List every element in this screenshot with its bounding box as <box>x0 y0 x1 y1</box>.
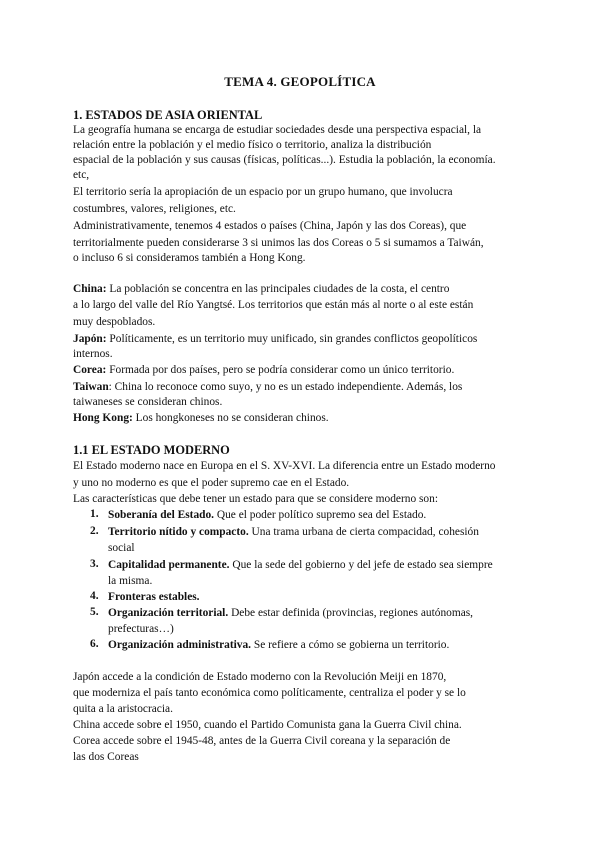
country-text: Formada por dos países, pero se podría considerar como un único territorio. <box>109 364 455 376</box>
list-item <box>108 508 426 522</box>
paragraph-line: El Estado moderno nace en Europa en el S. XV-XVI. La diferencia entre un Estado moderno <box>73 460 496 472</box>
list-number: 5. <box>90 606 99 618</box>
list-number: 6. <box>90 638 99 650</box>
list-item-label: Soberanía del Estado. <box>108 509 215 521</box>
country-hongkong <box>73 411 329 425</box>
list-item <box>108 558 493 572</box>
paragraph-line: Japón accede a la condición de Estado moderno con la Revolución Meiji en 1870, <box>73 671 447 683</box>
section-heading-estado-moderno: 1.1 EL ESTADO MODERNO <box>73 443 230 457</box>
country-label: China: <box>73 283 107 295</box>
paragraph-line: costumbres, valores, religiones, etc. <box>73 203 236 215</box>
country-label: Taiwan <box>73 381 109 393</box>
paragraph-line: etc, <box>73 169 90 181</box>
list-item-label: Organización administrativa. <box>108 639 252 651</box>
section-heading-estados: 1. ESTADOS DE ASIA ORIENTAL <box>73 108 263 122</box>
list-item <box>108 590 200 604</box>
page-title: TEMA 4. GEOPOLÍTICA <box>224 74 376 89</box>
paragraph-line: a lo largo del valle del Río Yangtsé. Los territorios que están más al norte o al este están <box>73 299 474 311</box>
list-number: 2. <box>90 525 99 537</box>
paragraph-line: Administrativamente, tenemos 4 estados o países (China, Japón y las dos Coreas), que <box>73 220 467 232</box>
country-text: : China lo reconoce como suyo, y no es un estado independiente. Además, los <box>108 381 463 393</box>
list-item <box>108 525 479 539</box>
country-label: Japón: <box>73 333 107 345</box>
list-item-label: Fronteras estables. <box>108 591 200 603</box>
list-number: 1. <box>90 508 99 520</box>
paragraph-line: relación entre la población y el medio físico o territorio, analiza la distribución <box>73 139 432 151</box>
country-text: Los hongkoneses no se consideran chinos. <box>135 412 329 424</box>
country-corea <box>73 363 454 377</box>
country-text: La población se concentra en las principales ciudades de la costa, el centro <box>109 283 450 295</box>
paragraph-line: taiwaneses se consideran chinos. <box>73 396 223 408</box>
list-item-continuation: social <box>108 542 135 554</box>
list-number: 4. <box>90 590 99 602</box>
paragraph-line: quita a la aristocracia. <box>73 703 173 715</box>
paragraph-line: o incluso 6 si consideramos también a Hong Kong. <box>73 252 306 264</box>
country-text: Políticamente, es un territorio muy unificado, sin grandes conflictos geopolíticos <box>109 333 478 345</box>
paragraph-line: que moderniza el país tanto económica como políticamente, centraliza el poder y se lo <box>73 687 466 699</box>
list-item-continuation: la misma. <box>108 575 153 587</box>
country-taiwan <box>73 380 462 394</box>
paragraph-line: El territorio sería la apropiación de un espacio por un grupo humano, que involucra <box>73 186 453 198</box>
list-item-text: Que la sede del gobierno y del jefe de estado sea siempre <box>232 559 493 571</box>
list-number: 3. <box>90 558 99 570</box>
list-item-text: Se refiere a cómo se gobierna un territorio. <box>253 639 450 651</box>
country-label: Corea: <box>73 364 107 376</box>
list-item-text: Que el poder político supremo sea del Estado. <box>216 509 427 521</box>
list-item-continuation: prefecturas…) <box>108 623 174 635</box>
list-item-text: Una trama urbana de cierta compacidad, cohesión <box>251 526 479 538</box>
paragraph-line: las dos Coreas <box>73 751 139 763</box>
list-item-label: Organización territorial. <box>108 607 229 619</box>
paragraph-line: internos. <box>73 348 113 360</box>
paragraph-line: territorialmente pueden considerarse 3 si unimos las dos Coreas o 5 si sumamos a Taiwán, <box>73 237 484 249</box>
paragraph-line: Corea accede sobre el 1945-48, antes de la Guerra Civil coreana y la separación de <box>73 735 451 747</box>
list-item <box>108 638 449 652</box>
country-china <box>73 282 449 296</box>
country-japon <box>73 332 477 346</box>
list-item-text: Debe estar definida (provincias, regiones autónomas, <box>231 607 474 619</box>
country-label: Hong Kong: <box>73 412 133 424</box>
list-item-label: Capitalidad permanente. <box>108 559 230 571</box>
paragraph-line: La geografía humana se encarga de estudiar sociedades desde una perspectiva espacial, la <box>73 124 482 136</box>
list-item <box>108 606 473 620</box>
paragraph-line: muy despoblados. <box>73 316 156 328</box>
paragraph-line: Las características que debe tener un estado para que se considere moderno son: <box>73 493 438 505</box>
list-item-label: Territorio nítido y compacto. <box>108 526 249 538</box>
paragraph-line: y uno no moderno es que el poder supremo cae en el Estado. <box>73 477 350 489</box>
paragraph-line: espacial de la población y sus causas (físicas, políticas...). Estudia la población, la economía. <box>73 154 496 166</box>
paragraph-line: China accede sobre el 1950, cuando el Partido Comunista gana la Guerra Civil china. <box>73 719 462 731</box>
